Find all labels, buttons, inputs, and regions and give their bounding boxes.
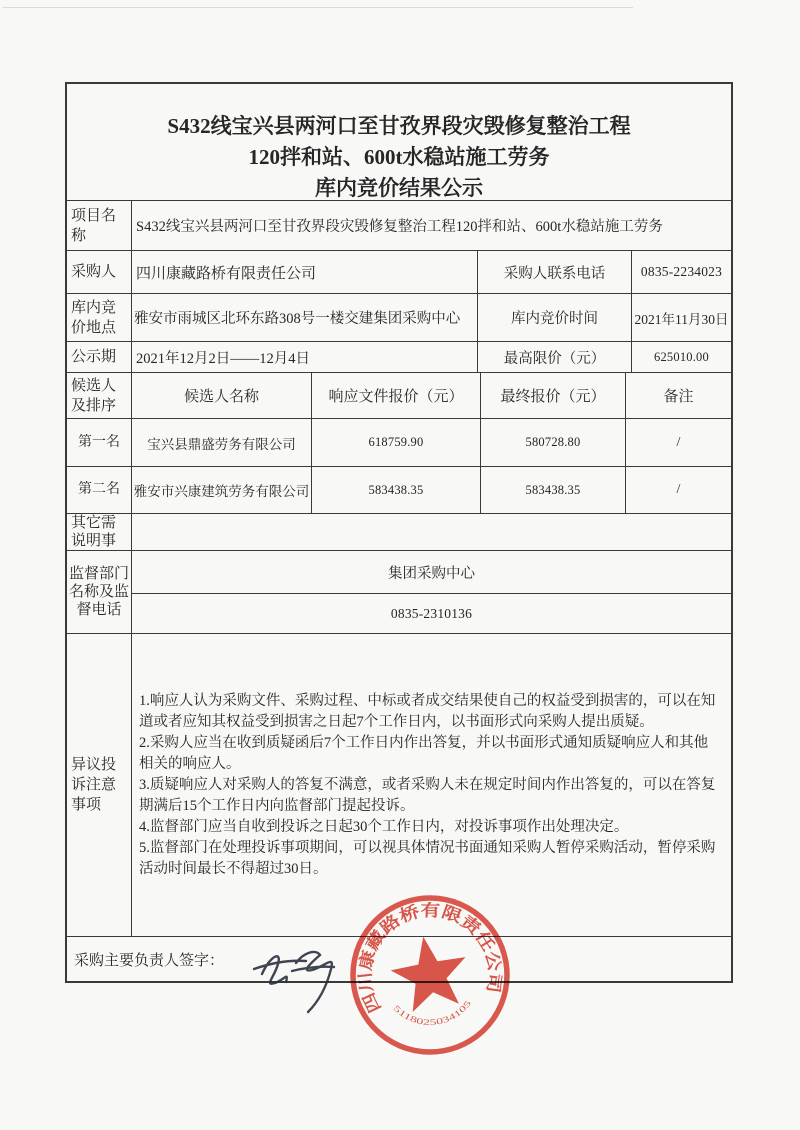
svg-text:5118025034105 [390, 990, 475, 1034]
notice-content [131, 634, 731, 936]
purchaser-label: 采购人 [71, 264, 117, 280]
title-line-1: S432线宝兴县两河口至甘孜界段灾毁修复整治工程 [167, 114, 631, 138]
title-line-3: 库内竞价结果公示 [315, 176, 483, 200]
candidate-rank: 第二名 [78, 482, 120, 497]
bid-place-label: 库内竞价地点 [71, 299, 117, 336]
publicity-value: 2021年12月2日——12月4日 [131, 342, 477, 372]
header-final-price: 最终报价（元） [480, 373, 625, 418]
header-doc-price: 响应文件报价（元） [311, 373, 480, 418]
notice-row [67, 633, 731, 936]
table-row [67, 293, 731, 341]
notice-item: 2.采购人应当在收到质疑函后7个工作日内作出答复，并以书面形式通知质疑响应人和其他相关的响应人。 [139, 734, 709, 772]
notice-item: 4.监督部门应当自收到投诉之日起30个工作日内，对投诉事项作出处理决定。 [139, 818, 629, 835]
rank-label: 候选人及排序 [71, 377, 117, 414]
project-name-label: 项目名称 [71, 207, 117, 244]
candidates-header-row [67, 372, 731, 418]
table-row [67, 250, 731, 293]
other-notes-label: 其它需说明事 [71, 515, 117, 549]
max-price-value: 625010.00 [631, 342, 731, 372]
supervision-row [67, 550, 731, 633]
candidate-remark: / [625, 467, 731, 513]
candidate-name: 雅安市兴康建筑劳务有限公司 [131, 467, 311, 513]
project-name-value: S432线宝兴县两河口至甘孜界段灾毁修复整治工程120拌和站、600t水稳站施工劳务 [131, 201, 731, 250]
bid-place-value: 雅安市雨城区北环东路308号一楼交建集团采购中心 [131, 294, 477, 341]
notice-item: 3.质疑响应人对采购人的答复不满意，或者采购人未在规定时间内作出答复的，可以在答复期满后15个工作日内向监督部门提起投诉。 [139, 776, 716, 814]
candidate-row-2 [67, 466, 731, 513]
supervision-dept: 集团采购中心 [131, 551, 731, 593]
candidate-rank: 第一名 [78, 434, 120, 450]
title-line-2: 120拌和站、600t水稳站施工劳务 [248, 145, 550, 169]
bid-result-table [65, 82, 733, 983]
seal-registration-number: 5118025034105 [391, 1000, 472, 1028]
document-title [67, 84, 731, 200]
other-notes-value [131, 514, 731, 550]
header-candidate-name: 候选人名称 [131, 373, 311, 418]
seal-company-name: 四川康藏路桥有限责任公司 [355, 900, 505, 1016]
supervision-label: 监督部门名称及监督电话 [69, 566, 130, 618]
max-price-label: 最高限价（元） [477, 342, 631, 372]
candidate-remark: / [625, 419, 731, 466]
other-notes-row [67, 513, 731, 550]
supervision-values [131, 551, 731, 633]
candidate-final-price: 583438.35 [480, 467, 625, 513]
header-remark: 备注 [625, 373, 731, 418]
candidate-row-1 [67, 418, 731, 466]
table-row [67, 200, 731, 250]
candidate-final-price: 580728.80 [480, 419, 625, 466]
publicity-label: 公示期 [71, 349, 117, 365]
notice-item: 1.响应人认为采购文件、采购过程、中标或者成交结果使自己的权益受到损害的，可以在知道或者应知其权益受到损害之日起7个工作日内，以书面形式向采购人提出质疑。 [139, 692, 716, 730]
bid-time-label: 库内竞价时间 [477, 294, 631, 341]
bid-time-value: 2021年11月30日 [631, 294, 731, 341]
title-block [67, 84, 731, 200]
purchaser-value: 四川康藏路桥有限责任公司 [131, 251, 477, 293]
scan-edge-artifact [3, 7, 633, 8]
signature-row [67, 936, 731, 981]
purchaser-phone-value: 0835-2234023 [631, 251, 731, 293]
notice-item: 5.监督部门在处理投诉事项期间，可以视具体情况书面通知采购人暂停采购活动，暂停采购活动时间最长不得超过30日。 [139, 839, 716, 877]
table-row [67, 341, 731, 372]
notice-label: 异议投诉注意事项 [71, 757, 117, 813]
purchaser-phone-label: 采购人联系电话 [477, 251, 631, 293]
candidate-doc-price: 583438.35 [311, 467, 480, 513]
signature-label: 采购主要负责人签字： [74, 952, 225, 969]
candidate-name: 宝兴县鼎盛劳务有限公司 [131, 419, 311, 466]
candidate-doc-price: 618759.90 [311, 419, 480, 466]
supervision-phone: 0835-2310136 [131, 593, 731, 633]
